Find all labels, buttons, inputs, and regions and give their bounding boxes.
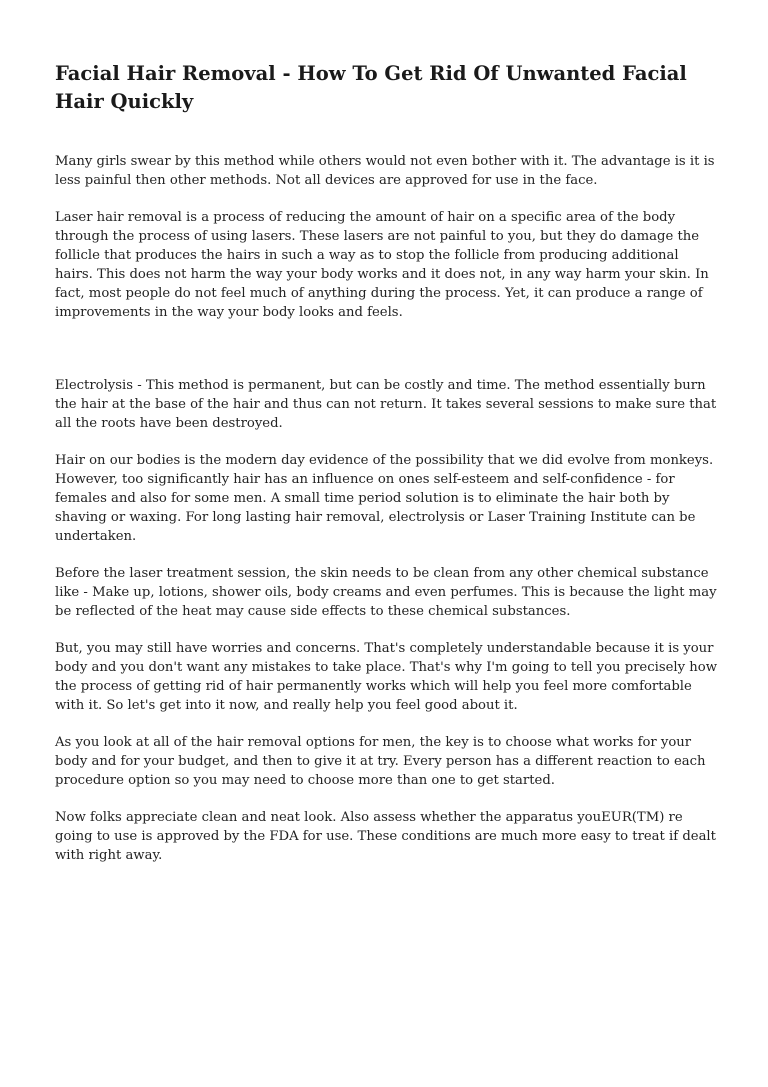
paragraph: Many girls swear by this method while others would not even bother with it. The advantage is it is less painful then other methods. Not all devices are approved for use in the face. bbox=[55, 154, 715, 188]
blank-spacer bbox=[55, 340, 717, 376]
document-page bbox=[55, 60, 717, 883]
paragraph: Hair on our bodies is the modern day evidence of the possibility that we did evolve from monkeys. However, too significantly hair has an influence on ones self-esteem and self-confidence - for females and also for some men. A small time period solution is to eliminate the hair both by shaving or waxing. For long lasting hair removal, electrolysis or Laser Training Institute can be undertaken. bbox=[55, 453, 714, 544]
paragraph: Now folks appreciate clean and neat look. Also assess whether the apparatus youEUR(TM) re going to use is approved by the FDA for use. These conditions are much more easy to treat if dealt with right away. bbox=[55, 810, 716, 863]
paragraph: As you look at all of the hair removal options for men, the key is to choose what works for your body and for your budget, and then to give it at try. Every person has a different reaction to each procedure option so you may need to choose more than one to get started. bbox=[55, 735, 706, 788]
paragraph: But, you may still have worries and concerns. That's completely understandable because it is your body and you don't want any mistakes to take place. That's why I'm going to tell you precisely how the process of getting rid of hair permanently works which will help you feel more comfortable with it. So let's get into it now, and really help you feel good about it. bbox=[55, 641, 717, 713]
document-title: Facial Hair Removal - How To Get Rid Of Unwanted Facial Hair Quickly bbox=[55, 62, 687, 113]
paragraph: Laser hair removal is a process of reducing the amount of hair on a specific area of the body through the process of using lasers. These lasers are not painful to you, but they do damage the follicle that produces the hairs in such a way as to stop the follicle from producing additional hairs. This does not harm the way your body works and it does not, in any way harm your skin. In fact, most people do not feel much of anything during the process. Yet, it can produce a range of improvements in the way your body looks and feels. bbox=[55, 210, 709, 320]
paragraph: Electrolysis - This method is permanent, but can be costly and time. The method essentially burn the hair at the base of the hair and thus can not return. It takes several sessions to make sure that all the roots have been destroyed. bbox=[55, 378, 717, 431]
paragraph: Before the laser treatment session, the skin needs to be clean from any other chemical substance like - Make up, lotions, shower oils, body creams and even perfumes. This is because the light may be reflected of the heat may cause side effects to these chemical substances. bbox=[55, 566, 717, 619]
